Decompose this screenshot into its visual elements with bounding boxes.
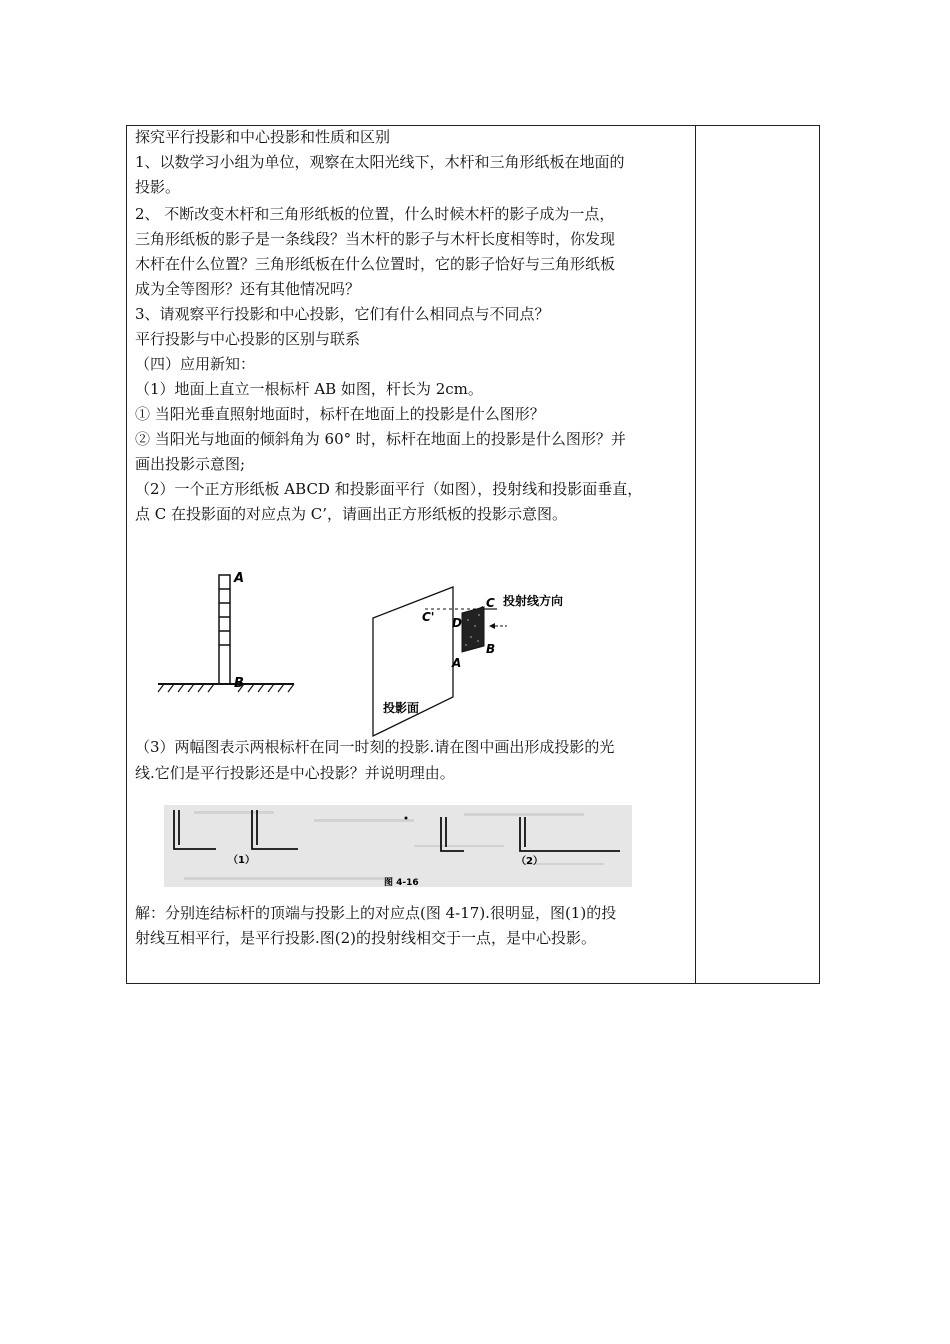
label-d: D [452,616,462,630]
problem-3-line-1: （3）两幅图表示两根标杆在同一时刻的投影.请在图中画出形成投影的光 [135,738,615,756]
label-c-prime: C' [422,610,435,624]
arrowhead-2 [489,623,495,629]
solution-line-2: 射线互相平行，是平行投影.图(2)的投射线相交于一点，是中心投影。 [135,929,597,947]
problem-1: （1）地面上直立一根标杆 AB 如图，杆长为 2cm。 [135,380,483,398]
problem-1-part-2-cont: 画出投影示意图; [135,455,246,473]
application-heading: （四）应用新知： [135,355,256,373]
direction-label: 投射线方向 [503,594,564,608]
problem-2-line-2: 点 C 在投影面的对应点为 C’，请画出正方形纸板的投影示意图。 [135,505,568,523]
pole-figure [150,565,310,695]
question-2-line-1: 2、 不断改变木杆和三角形纸板的位置，什么时候木杆的影子成为一点， [135,205,615,223]
pole [219,575,230,684]
projection-figure [365,585,595,740]
problem-3-line-2: 线.它们是平行投影还是中心投影？并说明理由。 [135,764,455,782]
ground-hatching [158,684,294,692]
question-3: 3、请观察平行投影和中心投影，它们有什么相同点与不同点？ [135,305,550,323]
figure-2-label: （2） [516,856,543,867]
figure-1-label: （1） [228,855,255,866]
question-2-line-3: 木杆在什么位置？三角形纸板在什么位置时，它的影子恰好与三角形纸板 [135,255,616,273]
problem-1-part-1: ① 当阳光垂直照射地面时，标杆在地面上的投影是什么图形？ [135,405,545,423]
projection-comparison-figure [164,805,632,887]
solution-line-1: 解：分别连结标杆的顶端与投影上的对应点(图 4-17).很明显，图(1)的投 [135,904,617,922]
label-c: C [486,596,495,610]
label-a: A [234,571,245,586]
distinction-line: 平行投影与中心投影的区别与联系 [135,330,361,348]
column-divider [695,126,696,983]
problem-2-line-1: （2）一个正方形纸板 ABCD 和投影面平行（如图），投射线和投影面垂直， [135,480,643,498]
question-2-line-4: 成为全等图形？还有其他情况吗？ [135,280,361,298]
label-a: A [452,656,462,670]
question-2-line-2: 三角形纸板的影子是一条线段？当木杆的影子与木杆长度相等时，你发现 [135,230,616,248]
figure-caption: 图 4-16 [384,878,419,887]
label-b: B [234,676,244,691]
scan-background [164,805,632,887]
plane-label: 投影面 [383,701,420,715]
question-1-line-1: 1、以数学习小组为单位，观察在太阳光线下，木杆和三角形纸板在地面的 [135,153,625,171]
section-title: 探究平行投影和中心投影和性质和区别 [135,128,391,146]
problem-1-part-2: ② 当阳光与地面的倾斜角为 60° 时，标杆在地面上的投影是什么图形？并 [135,430,626,448]
question-1-line-2: 投影。 [135,178,181,196]
label-b: B [486,642,496,656]
light-source-dot [405,817,408,820]
